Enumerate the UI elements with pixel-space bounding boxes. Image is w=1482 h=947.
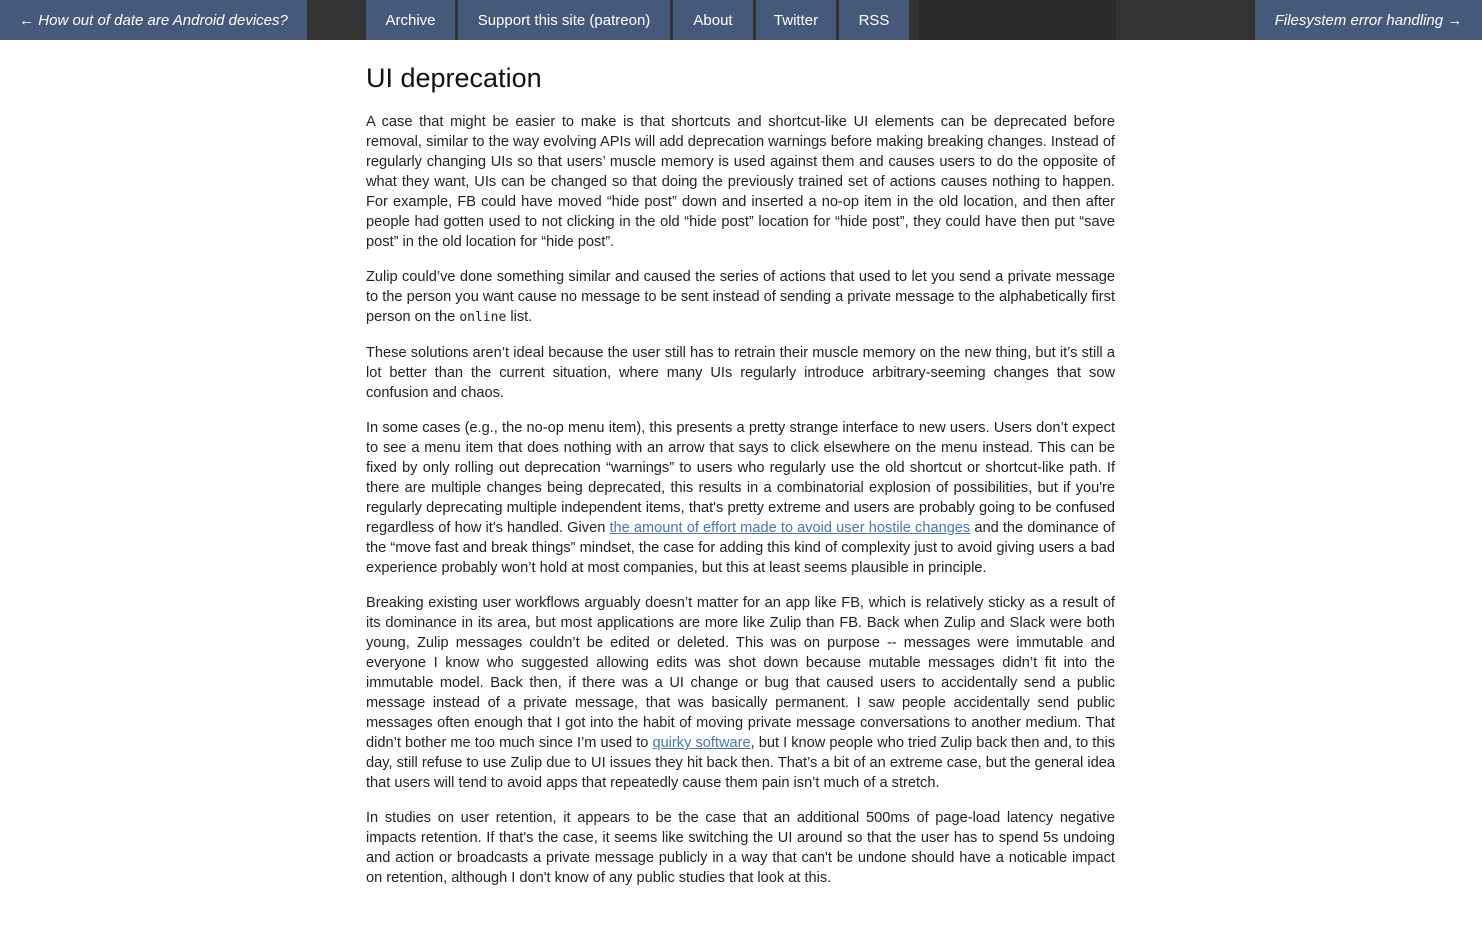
- paragraph-text: list.: [506, 309, 533, 325]
- paragraph: [366, 267, 1115, 328]
- menu-patreon-link[interactable]: Support this site (patreon): [458, 0, 670, 40]
- nav-spacer-right: [919, 0, 1116, 40]
- paragraph-text: , but I know people who tried Zulip back then and, to this day, still refuse to use Zulip due to UI issues they hit back then. That’s a bit of an extreme case, but the general idea that users will tend to avoid apps that repeatedly cause them pain isn’t much of a stretch.: [366, 735, 1115, 791]
- paragraph: A case that might be easier to make is that shortcuts and shortcut-like UI elements can be deprecated before removal, similar to the way evolving APIs will add deprecation warnings before making breaking changes. Instead of regularly changing UIs so that users’ muscle memory is used against them and causes users to do the opposite of what they want, UIs can be changed so that doing the previously trained set of actions causes nothing to happen. For example, FB could have moved “hide post” down and inserted a no-op item in the old location, and then after people had gotten used to not clicking in the old “hide post” location for “hide post”, they could have then put “save post” in the old location for “hide post”.: [366, 114, 1115, 250]
- menu-twitter-link[interactable]: Twitter: [756, 0, 836, 40]
- menu-archive-link[interactable]: Archive: [366, 0, 455, 40]
- paragraph-text: Zulip could’ve done something similar and caused the series of actions that used to let you send a private message to the person you want cause no message to be sent instead of sending a private message to the alphabetically first person on the: [366, 269, 1115, 325]
- article-content: [366, 40, 1115, 903]
- top-navigation-bar: [0, 0, 1482, 40]
- nav-spacer: [307, 0, 366, 40]
- previous-post-link[interactable]: ← How out of date are Android devices?: [0, 0, 307, 40]
- paragraph-text: Breaking existing user workflows arguably doesn’t matter for an app like FB, which is relatively sticky as a result of its dominance in its area, but most applications are more like Zulip than FB. Back when Zulip and Slack were both young, Zulip messages couldn’t be edited or deleted. This was on purpose -- messages were immutable and everyone I know who suggested allowing edits was shot down because mutable messages didn’t fit into the immutable model. Back then, if there was a UI change or bug that caused users to accidentally send a public message instead of a private message, that was basically permanent. I saw people accidentally send public messages often enough that I got into the habit of moving private message conversations to another medium. That didn’t bother me too much since I’m used to: [366, 595, 1115, 751]
- site-menu: [366, 0, 909, 40]
- inline-code: online: [459, 310, 507, 325]
- paragraph: [366, 593, 1115, 793]
- quirky-software-link[interactable]: quirky software: [652, 735, 751, 751]
- next-post-link[interactable]: Filesystem error handling →: [1255, 0, 1482, 40]
- paragraph: [366, 418, 1115, 578]
- menu-about-link[interactable]: About: [673, 0, 753, 40]
- paragraph-text: and the dominance of the “move fast and break things” mindset, the case for adding this kind of complexity just to avoid giving users a bad experience probably won’t hold at most companies, but this at least seems plausible in principle.: [366, 520, 1116, 576]
- section-heading: UI deprecation: [366, 63, 542, 93]
- user-hostile-changes-link[interactable]: the amount of effort made to avoid user hostile changes: [609, 520, 971, 536]
- menu-rss-link[interactable]: RSS: [839, 0, 909, 40]
- paragraph: In studies on user retention, it appears to be the case that an additional 500ms of page-load latency negative impacts retention. If that's the case, it seems like switching the UI around so that the user has to spend 5s undoing and action or broadcasts a private message publicly in a way that can't be undone should have a noticable impact on retention, although I don't know of any public studies that look at this.: [366, 810, 1115, 886]
- paragraph-text: In some cases (e.g., the no-op menu item), this presents a pretty strange interface to new users. Users don’t expect to see a menu item that does nothing with an arrow that says to click elsewhere on the menu instead. This can be fixed by only rolling out deprecation “warnings” to users who regularly use the old shortcut or shortcut-like path. If there are multiple changes being deprecated, this results in a combinatorial explosion of possibilities, but if you're regularly deprecating multiple independent items, that's pretty extreme and users are probably going to be confused regardless of how it's handled. Given: [366, 420, 1115, 536]
- paragraph: These solutions aren’t ideal because the user still has to retrain their muscle memory on the new thing, but it’s still a lot better than the current situation, where many UIs regularly introduce arbitrary-seeming changes that sow confusion and chaos.: [366, 345, 1115, 401]
